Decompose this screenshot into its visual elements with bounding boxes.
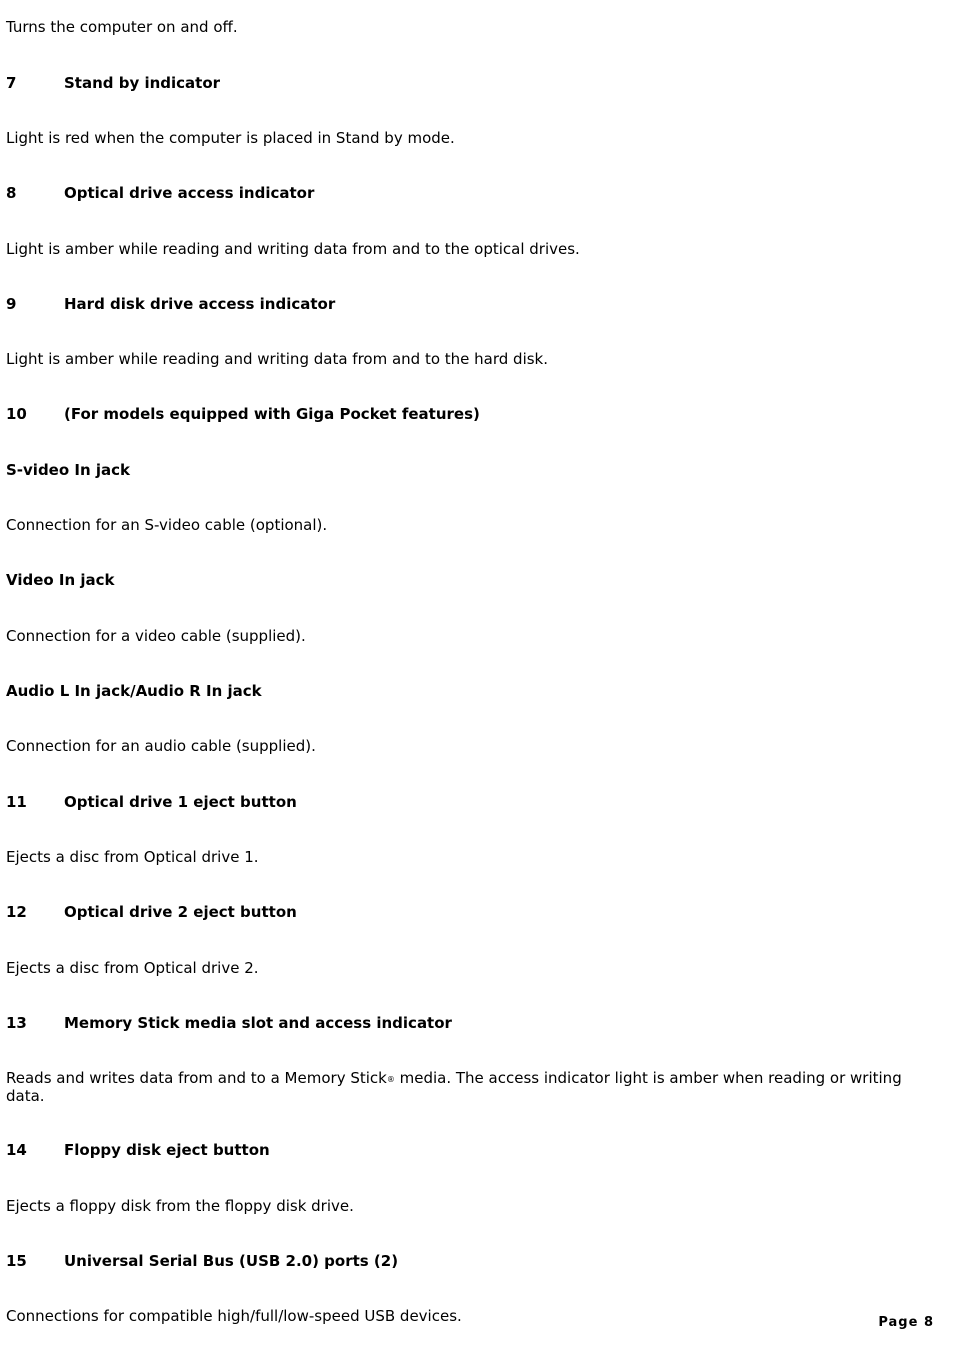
description-text-continued: media. The access indicator light is amber when reading or writing data.	[6, 1069, 902, 1105]
item-title: Memory Stick media slot and access indicator	[64, 1014, 452, 1032]
item-heading-15	[6, 1253, 914, 1270]
item-title: Optical drive 2 eject button	[64, 903, 297, 921]
subitem-heading-svideo: S-video In jack	[6, 461, 130, 479]
item-title: Optical drive 1 eject button	[64, 793, 297, 811]
item-number: 12	[6, 903, 27, 921]
item-heading-8	[6, 185, 914, 202]
description-text: Reads and writes data from and to a Memory Stick	[6, 1069, 387, 1087]
item-number: 10	[6, 405, 27, 423]
item-description-9: Light is amber while reading and writing data from and to the hard disk.	[6, 350, 549, 368]
item-description-7: Light is red when the computer is placed in Stand by mode.	[6, 129, 455, 147]
registered-mark: ®	[386, 1075, 395, 1084]
item-description-14: Ejects a floppy disk from the floppy disk drive.	[6, 1197, 354, 1215]
page-number: Page 8	[878, 1315, 934, 1330]
item-description-11: Ejects a disc from Optical drive 1.	[6, 848, 259, 866]
item-description-12: Ejects a disc from Optical drive 2.	[6, 959, 259, 977]
subitem-description-audio: Connection for an audio cable (supplied).	[6, 737, 316, 755]
item-title: Hard disk drive access indicator	[64, 295, 336, 313]
item-heading-13	[6, 1015, 914, 1032]
item-title: Optical drive access indicator	[64, 184, 315, 202]
item-title: (For models equipped with Giga Pocket features)	[64, 405, 480, 423]
item-heading-10	[6, 406, 914, 423]
item-heading-14	[6, 1142, 914, 1159]
item-heading-9	[6, 296, 914, 313]
item-heading-11	[6, 794, 914, 811]
item-number: 9	[6, 295, 17, 313]
item-title: Universal Serial Bus (USB 2.0) ports (2)	[64, 1252, 399, 1270]
item-heading-12	[6, 904, 914, 921]
item-number: 15	[6, 1252, 27, 1270]
item-number: 7	[6, 74, 17, 92]
subitem-description-video: Connection for a video cable (supplied).	[6, 627, 306, 645]
intro-text: Turns the computer on and off.	[6, 18, 238, 36]
item-number: 14	[6, 1141, 27, 1159]
item-description-15: Connections for compatible high/full/low-speed USB devices.	[6, 1307, 462, 1325]
item-number: 8	[6, 184, 17, 202]
item-number: 11	[6, 793, 27, 811]
item-title: Floppy disk eject button	[64, 1141, 270, 1159]
subitem-heading-video: Video In jack	[6, 571, 115, 589]
item-description-13	[6, 1070, 914, 1105]
subitem-description-svideo: Connection for an S-video cable (optional).	[6, 516, 328, 534]
item-number: 13	[6, 1014, 27, 1032]
item-heading-7	[6, 75, 914, 92]
subitem-heading-audio: Audio L In jack/Audio R In jack	[6, 682, 262, 700]
item-description-8: Light is amber while reading and writing data from and to the optical drives.	[6, 240, 580, 258]
item-title: Stand by indicator	[64, 74, 221, 92]
